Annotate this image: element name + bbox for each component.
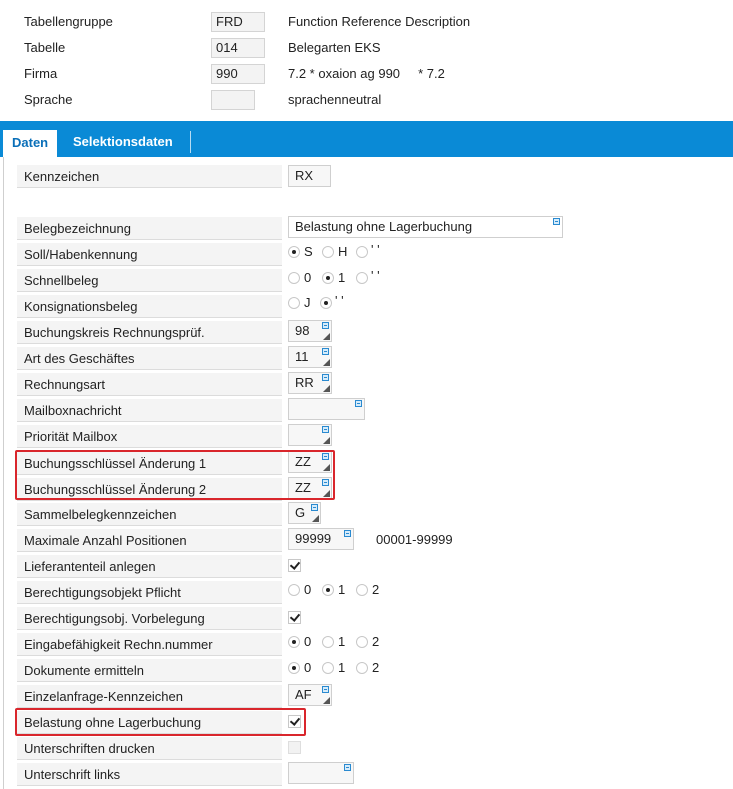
art-geschaeft-value: 11 xyxy=(295,349,309,364)
lookup-icon[interactable] xyxy=(344,764,352,772)
lookup-icon[interactable] xyxy=(322,322,330,330)
header-label: Tabellengruppe xyxy=(24,14,113,29)
label-belastung-ohne-lager: Belastung ohne Lagerbuchung xyxy=(17,711,282,734)
label-unterschriften-drucken: Unterschriften drucken xyxy=(17,737,282,760)
belegbezeichnung-value: Belastung ohne Lagerbuchung xyxy=(295,219,473,234)
highlight-box-belastung xyxy=(15,708,306,736)
label-sammelbeleg: Sammelbelegkennzeichen xyxy=(17,503,282,526)
lookup-icon[interactable] xyxy=(322,426,330,434)
radio-soll-blank[interactable] xyxy=(356,246,368,258)
header-label: Sprache xyxy=(24,92,73,107)
kennzeichen-field[interactable]: RX xyxy=(288,165,331,187)
lookup-icon[interactable] xyxy=(553,218,561,226)
header-code-field[interactable] xyxy=(211,90,255,110)
bs-aenderung-2-value: ZZ xyxy=(295,480,311,495)
radio-label: ' ' xyxy=(371,242,380,257)
tab-selektionsdaten[interactable]: Selektionsdaten xyxy=(73,134,173,149)
einzelanfrage-value: AF xyxy=(295,687,312,702)
dropdown-icon[interactable] xyxy=(323,385,330,392)
radio-schnell-blank[interactable] xyxy=(356,272,368,284)
radio-eingabe-1[interactable] xyxy=(322,636,334,648)
label-einzelanfrage: Einzelanfrage-Kennzeichen xyxy=(17,685,282,708)
label-buchungskreis: Buchungskreis Rechnungsprüf. xyxy=(17,321,282,344)
label-rechnungsart: Rechnungsart xyxy=(17,373,282,396)
label-bs-aenderung-2: Buchungsschlüssel Änderung 2 xyxy=(17,478,282,501)
radio-dokumente-2[interactable] xyxy=(356,662,368,674)
tab-bar xyxy=(0,121,733,157)
radio-konsig-j[interactable] xyxy=(288,297,300,309)
radio-eingabe-0[interactable] xyxy=(288,636,300,648)
radio-schnell-0[interactable] xyxy=(288,272,300,284)
checkbox-lieferantenteil[interactable] xyxy=(288,559,301,572)
radio-label: 0 xyxy=(304,582,312,597)
dropdown-icon[interactable] xyxy=(312,515,319,522)
radio-dokumente-1[interactable] xyxy=(322,662,334,674)
header-code-field[interactable]: 990 xyxy=(211,64,265,84)
label-bs-aenderung-1: Buchungsschlüssel Änderung 1 xyxy=(17,452,282,475)
panel-border xyxy=(3,157,4,789)
header-label: Firma xyxy=(24,66,58,81)
lookup-icon[interactable] xyxy=(322,348,330,356)
radio-label: ' ' xyxy=(371,268,380,283)
label-berechtigung-pflicht: Berechtigungsobjekt Pflicht xyxy=(17,581,282,604)
radio-label: 1 xyxy=(338,582,346,597)
bs-aenderung-1-value: ZZ xyxy=(295,454,311,469)
radio-berechtigung-0[interactable] xyxy=(288,584,300,596)
lookup-icon[interactable] xyxy=(355,400,363,408)
label-kennzeichen: Kennzeichen xyxy=(17,165,282,188)
label-lieferantenteil: Lieferantenteil anlegen xyxy=(17,555,282,578)
einzelanfrage-select[interactable] xyxy=(288,684,332,706)
header-code-field[interactable]: 014 xyxy=(211,38,265,58)
dropdown-icon[interactable] xyxy=(323,333,330,340)
radio-konsig-blank[interactable] xyxy=(320,297,332,309)
header-code-field[interactable]: FRD xyxy=(211,12,265,32)
radio-label: 1 xyxy=(338,660,346,675)
label-soll-haben: Soll/Habenkennung xyxy=(17,243,282,266)
radio-soll-s[interactable] xyxy=(288,246,300,258)
lookup-icon[interactable] xyxy=(322,374,330,382)
rechnungsart-value: RR xyxy=(295,375,314,390)
radio-label: S xyxy=(304,244,313,259)
belegbezeichnung-input[interactable] xyxy=(288,216,563,238)
label-belegbezeichnung: Belegbezeichnung xyxy=(17,217,282,240)
sammelbeleg-value: G xyxy=(295,505,306,520)
label-berechtigung-vorbelegung: Berechtigungsobj. Vorbelegung xyxy=(17,607,282,630)
checkbox-berechtigung-vorbelegung[interactable] xyxy=(288,611,301,624)
label-dokumente: Dokumente ermitteln xyxy=(17,659,282,682)
max-positionen-range: 00001-99999 xyxy=(376,532,453,547)
checkbox-unterschriften-drucken[interactable] xyxy=(288,741,301,754)
header-description: Function Reference Description xyxy=(288,14,471,29)
label-mailbox: Mailboxnachricht xyxy=(17,399,282,422)
radio-label: 1 xyxy=(338,270,346,285)
label-prioritaet-mailbox: Priorität Mailbox xyxy=(17,425,282,448)
lookup-icon[interactable] xyxy=(322,686,330,694)
radio-berechtigung-2[interactable] xyxy=(356,584,368,596)
radio-eingabe-2[interactable] xyxy=(356,636,368,648)
tab-daten[interactable]: Daten xyxy=(3,127,57,157)
highlight-box-buchungsschluessel xyxy=(15,450,335,500)
dropdown-icon[interactable] xyxy=(323,697,330,704)
lookup-icon[interactable] xyxy=(311,504,319,512)
label-schnellbeleg: Schnellbeleg xyxy=(17,269,282,292)
prioritaet-mailbox-select[interactable] xyxy=(288,424,332,446)
header-description: sprachenneutral xyxy=(288,92,382,107)
radio-label: 0 xyxy=(304,660,312,675)
radio-berechtigung-1[interactable] xyxy=(322,584,334,596)
buchungskreis-select[interactable] xyxy=(288,320,332,342)
sammelbeleg-select[interactable] xyxy=(288,502,321,524)
max-positionen-input[interactable] xyxy=(288,528,354,550)
radio-label: 0 xyxy=(304,634,312,649)
label-unterschrift-links: Unterschrift links xyxy=(17,763,282,786)
radio-soll-h[interactable] xyxy=(322,246,334,258)
mailbox-input[interactable] xyxy=(288,398,365,420)
radio-label: ' ' xyxy=(335,293,344,308)
header-label: Tabelle xyxy=(24,40,66,55)
rechnungsart-select[interactable] xyxy=(288,372,332,394)
header-description: Belegarten EKS xyxy=(288,40,381,55)
dropdown-icon[interactable] xyxy=(323,359,330,366)
lookup-icon[interactable] xyxy=(344,530,352,538)
radio-label: J xyxy=(304,295,311,310)
radio-dokumente-0[interactable] xyxy=(288,662,300,674)
dropdown-icon[interactable] xyxy=(323,437,330,444)
radio-label: 0 xyxy=(304,270,312,285)
buchungskreis-value: 98 xyxy=(295,323,310,338)
radio-label: H xyxy=(338,244,348,259)
label-konsignationsbeleg: Konsignationsbeleg xyxy=(17,295,282,318)
radio-label: 2 xyxy=(372,660,380,675)
label-max-positionen: Maximale Anzahl Positionen xyxy=(17,529,282,552)
unterschrift-links-input[interactable] xyxy=(288,762,354,784)
header-description: 7.2 * oxaion ag 990 * 7.2 xyxy=(288,66,445,81)
label-art-geschaeft: Art des Geschäftes xyxy=(17,347,282,370)
art-geschaeft-select[interactable] xyxy=(288,346,332,368)
label-eingabefaehigkeit: Eingabefähigkeit Rechn.nummer xyxy=(17,633,282,656)
max-positionen-value: 99999 xyxy=(295,531,332,546)
tab-separator xyxy=(190,131,191,153)
radio-schnell-1[interactable] xyxy=(322,272,334,284)
radio-label: 2 xyxy=(372,634,380,649)
radio-label: 1 xyxy=(338,634,346,649)
radio-label: 2 xyxy=(372,582,380,597)
